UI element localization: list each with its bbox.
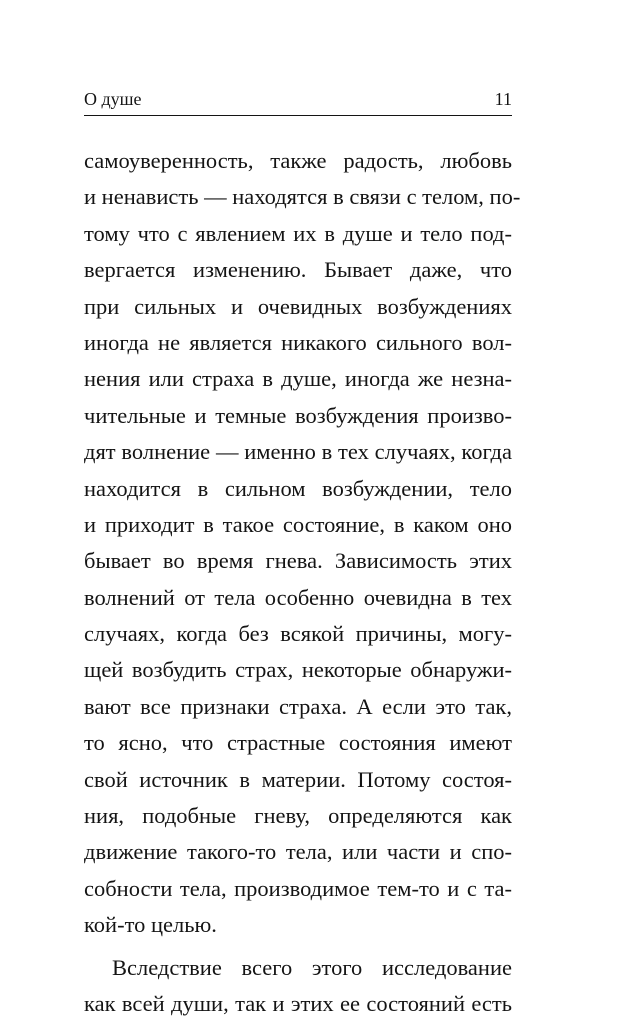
- text-line: движение такого-то тела, или части и спо-: [84, 839, 512, 865]
- text-line: собности тела, производимое тем-то и с та-: [84, 875, 512, 901]
- text-line: нения или страха в душе, иногда же незна-: [84, 366, 512, 392]
- text-line: и ненависть — находятся в связи с телом, по-: [84, 184, 521, 210]
- text-line: бывает во время гнева. Зависимость этих: [84, 548, 512, 574]
- text-line: ния, подобные гневу, определяются как: [84, 803, 512, 829]
- body-text: [84, 143, 521, 1022]
- text-line: волнений от тела особенно очевидна в тех: [84, 584, 512, 610]
- text-line: находится в сильном возбуждении, тело: [84, 475, 512, 501]
- text-line: и приходит в такое состояние, в каком оно: [84, 511, 512, 537]
- text-line: свой источник в материи. Потому состоя-: [84, 766, 512, 792]
- text-line: как всей души, так и этих ее состояний есть: [84, 990, 512, 1016]
- text-line: иногда не является никакого сильного вол-: [84, 329, 512, 355]
- page-number: 11: [494, 89, 512, 109]
- text-line: чительные и темные возбуждения произво-: [84, 402, 512, 428]
- text-line: Вследствие всего этого исследование: [112, 954, 512, 980]
- header-rule: [84, 115, 512, 116]
- text-line: щей возбудить страх, некоторые обнаружи-: [84, 657, 512, 683]
- section-title: О душе: [84, 89, 142, 109]
- text-line: вают все признаки страха. А если это так,: [84, 693, 512, 719]
- text-line: то ясно, что страстные состояния имеют: [84, 730, 512, 756]
- text-line: дят волнение — именно в тех случаях, когда: [84, 439, 512, 465]
- running-head: [84, 84, 512, 114]
- text-line: самоуверенность, также радость, любовь: [84, 148, 512, 173]
- paragraph: [84, 143, 521, 944]
- text-line: вергается изменению. Бывает даже, что: [84, 257, 512, 283]
- text-line: кой-то целью.: [84, 912, 217, 938]
- paragraph: [84, 950, 512, 1022]
- text-line: тому что с явлением их в душе и тело под-: [84, 220, 512, 246]
- text-line: при сильных и очевидных возбуждениях: [84, 293, 512, 319]
- text-line: случаях, когда без всякой причины, могу-: [84, 621, 512, 647]
